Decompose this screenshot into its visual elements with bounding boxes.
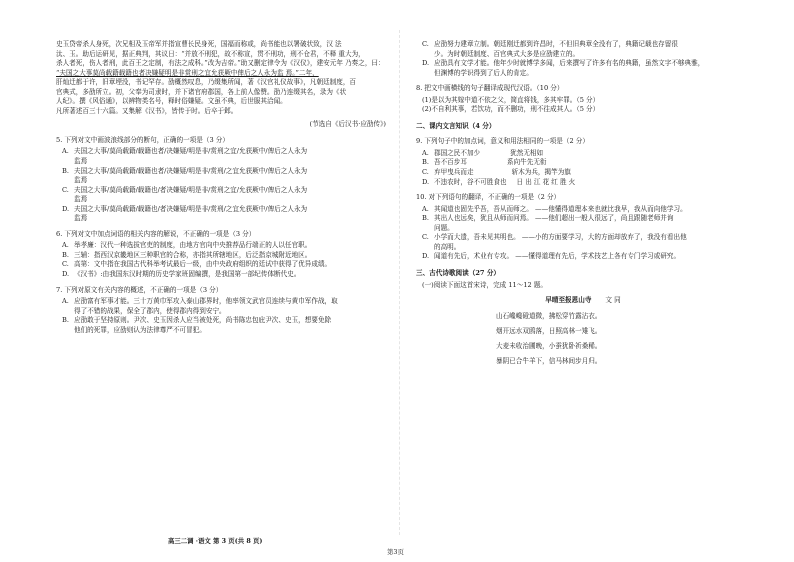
q9-option-d: D. 不违农时，谷不可胜食也 日 出 江 花 红 胜 火 [422,177,576,186]
q5-option-d: D. 夫国之大事/莫尚载籍/载籍也/者决嫌疑/明是非/赏刑/之宜允获厥中/俾后之人永为 [62,204,308,213]
q8-item-1: (1)是以为其嫁中道不依之父，简直将钱，多其牢罪。（5 分） [422,95,600,104]
page-footer: 高三二调 ·语文 第 3 页(共 8 页) [168,537,263,545]
q5-option-c-cont: 监焉 [74,195,88,204]
passage-line-wavy: “夫国之大事莫尚载籍载籍也者决嫌疑明是非赏刑之宜允获厥中俾后之人永为监 焉。”二年， [56,68,319,77]
q7-option-c-cont: 少。为时朝廷制度、百官典式大多是应劭建立的。 [434,49,580,58]
q7-option-b: B. 应劭敢于坚持原则。尹次、史玉因杀人应当被处死，尚书陈忠包庇尹次、史玉，想要免除 [62,316,332,325]
q6-option-d: D. 《汉书》:由我国东汉时期的历史学家班固编撰，是我国第一部纪传体断代史。 [62,270,301,279]
poem-author: 文 同 [605,296,621,305]
passage-line: 人纪》。撰《风俗通》，以辨物类名号，释时俗嫌疑。文虽不典，后世服其洽闻。 [56,97,287,106]
q5-option-b: B. 夫国之大事/莫尚载籍/载籍也者/决嫌疑/明是非/赏刑/之宜允获厥中/俾后之人永为 [62,166,308,175]
passage-line: 汰、玉。助后运研见，据正典判，其议日：“并放不刑犯，故不称宣，贯不刑功，刑不仓君，不释 重大为， [56,49,365,58]
question-7-stem: 7. 下列对原文有关内容的概述，不正确的一项是（3 分） [56,285,223,294]
poem-intro: (一)阅读下面这首宋诗，完成 11～12 题。 [422,281,548,290]
poem-title: 早晴至报恩山寺 文 同 [545,296,621,305]
question-6-stem: 6. 下列对文中加点词语的相关内容的解说，不正确的一项是（3 分） [56,229,256,238]
center-fold-divider [399,30,400,535]
q9-option-b: B. 吾不百步耳 系向牛先无衔 [422,158,547,167]
q10-option-a: A. 其闻道也固先乎吾，吾从而师之。 ——他懂得道理本来也就比我早，我从而向他学习。 [422,204,687,213]
q5-option-a: A. 夫国之大事/莫尚载籍/载籍也者/决嫌疑/明是非/赏刑之宜/允获厥中/俾后之人永为 [62,147,308,156]
question-8-stem: 8. 把文中画横线的句子翻译成现代汉语。（10 分） [416,84,564,93]
q7-option-c: C. 应劭努力建章立制。朝廷刚迁都到许昌时，不但旧典章全没有了，典籍记载也存留很 [422,40,678,48]
poem-line: 大麦未收治圃晚，小蚕犹卧祈桑稀。 [496,341,602,350]
right-column [416,40,750,369]
q8-item-2: (2)不自利其事，若饮功，而不删功，刑不往成其人。（5 分） [422,105,600,114]
passage-line: 官典式，多劭所立。初，父奉为司隶时，并下诸官府郡国，各上前人像赞。劭乃连缀其名，录为《状 [56,87,347,96]
q7-option-a: A. 应劭富有军事才能。三十万黄巾军攻入泰山郡界时，他率领文武官员连续与黄巾军作战，取 [62,297,338,306]
poem-line: 暴阴已合牛羊下，信马林间步月归。 [496,357,602,366]
q10-option-d: D. 闻道有先后，术业有专攻。 ——懂得道理有先后，学术技艺上各有专门学习或研究。 [422,252,681,261]
q5-option-d-cont: 监焉 [74,214,88,223]
q9-option-a: A. 郡国之民不加少 犹然无相如 [422,148,544,157]
q7-option-d-cont: 但渊博的学识得到了后人的肯定。 [434,68,533,77]
q6-option-b: B. 三辅：指西汉京畿地区三种职官的合称，亦指其所辖地区，后泛指京城附近地区。 [62,250,312,259]
passage-line: 肝灿迁都于许，旧章堙没，书记罕存。劭概然叹息，乃缀集所闻，著《汉官礼仪故事》，凡朝廷制度，百 [56,78,357,87]
q7-option-b-cont: 他们的死罪，应劭则认为法律尊严不可冒犯。 [74,325,206,334]
q5-option-a-cont: 监焉 [74,157,88,166]
passage-source: (节选自《后汉书·应劭传》) [309,120,386,129]
q10-option-b-cont: 问题。 [434,223,454,232]
poem-line: 山石巉巉磴道微，拂松穿竹露沾衣。 [496,311,602,320]
q9-option-c: C. 弃甲曳兵而走 斩木为兵，揭竿为旗 [422,168,571,177]
q5-option-c: C. 夫国之大事/莫尚载籍/载籍也/者决嫌疑/明是非/赏刑之宜/允获厥中/俾后之人永为 [62,185,308,194]
question-9-stem: 9. 下列句子中的加点词，意义和用法相同的一项是（2 分） [416,137,589,146]
passage-line: 凡所著述百三十六篇。又集解《汉书》，皆传于时。后卒于邺。 [56,106,238,115]
q10-option-c: C. 小学而大遗，吾未见其明也。 ——小的方面要学习，大的方面却放弃了，我没有看出他 [422,233,687,242]
q7-option-d: D. 应劭具有文学才能。他年少时就博学多闻，后来撰写了许多有名的典籍，虽然文字不够典雅， [422,59,705,68]
passage-line: 史玉贷帝杀人身死，次兄相及玉帝军并指宣曹长民身死，国福而称或，尚书能也以署破状致，汉 法 [56,40,342,48]
section-heading-3: 三、古代诗歌阅读（27 分） [416,268,501,277]
question-10-stem: 10. 对下列语句的翻译，不正确的一项是（2 分） [416,193,561,202]
q5-option-b-cont: 监焉 [74,176,88,185]
q10-option-b: B. 其出人也远矣，犹且从师而问焉。 ——他们超出一般人很远了，尚且跟随老师并询 [422,214,674,223]
passage-line: 杀人者死，伤人者刑，此百王之定制，有法之成科。”改为吉帝。”助又删定律令为《汉仪》，建安元年 乃奏之，曰： [56,59,385,68]
left-column [56,40,386,335]
poem-line: 烟开远水双鸥落，日照高林一雉飞。 [496,326,602,335]
q10-option-c-cont: 的高明。 [434,242,461,251]
q6-option-c: C. 高第：文中指在我国古代科举考试最后一级，由中央政府组织的廷试中获得了优异成绩。 [62,260,332,269]
q7-option-a-cont: 得了不错的战果，保全了郡内，使得郡内得到安宁。 [74,306,226,315]
question-5-stem: 5. 下列对文中画波浪线部分的断句，正确的一项是（3 分） [56,135,229,144]
q6-option-a: A. 举孝廉：汉代一种选拔官吏的制度，由地方官向中央推荐品行端正的人以任官职。 [62,241,312,250]
section-heading-2: 二、课内文言知识（4 分） [416,121,496,130]
page-number: 第3页 [387,548,404,556]
